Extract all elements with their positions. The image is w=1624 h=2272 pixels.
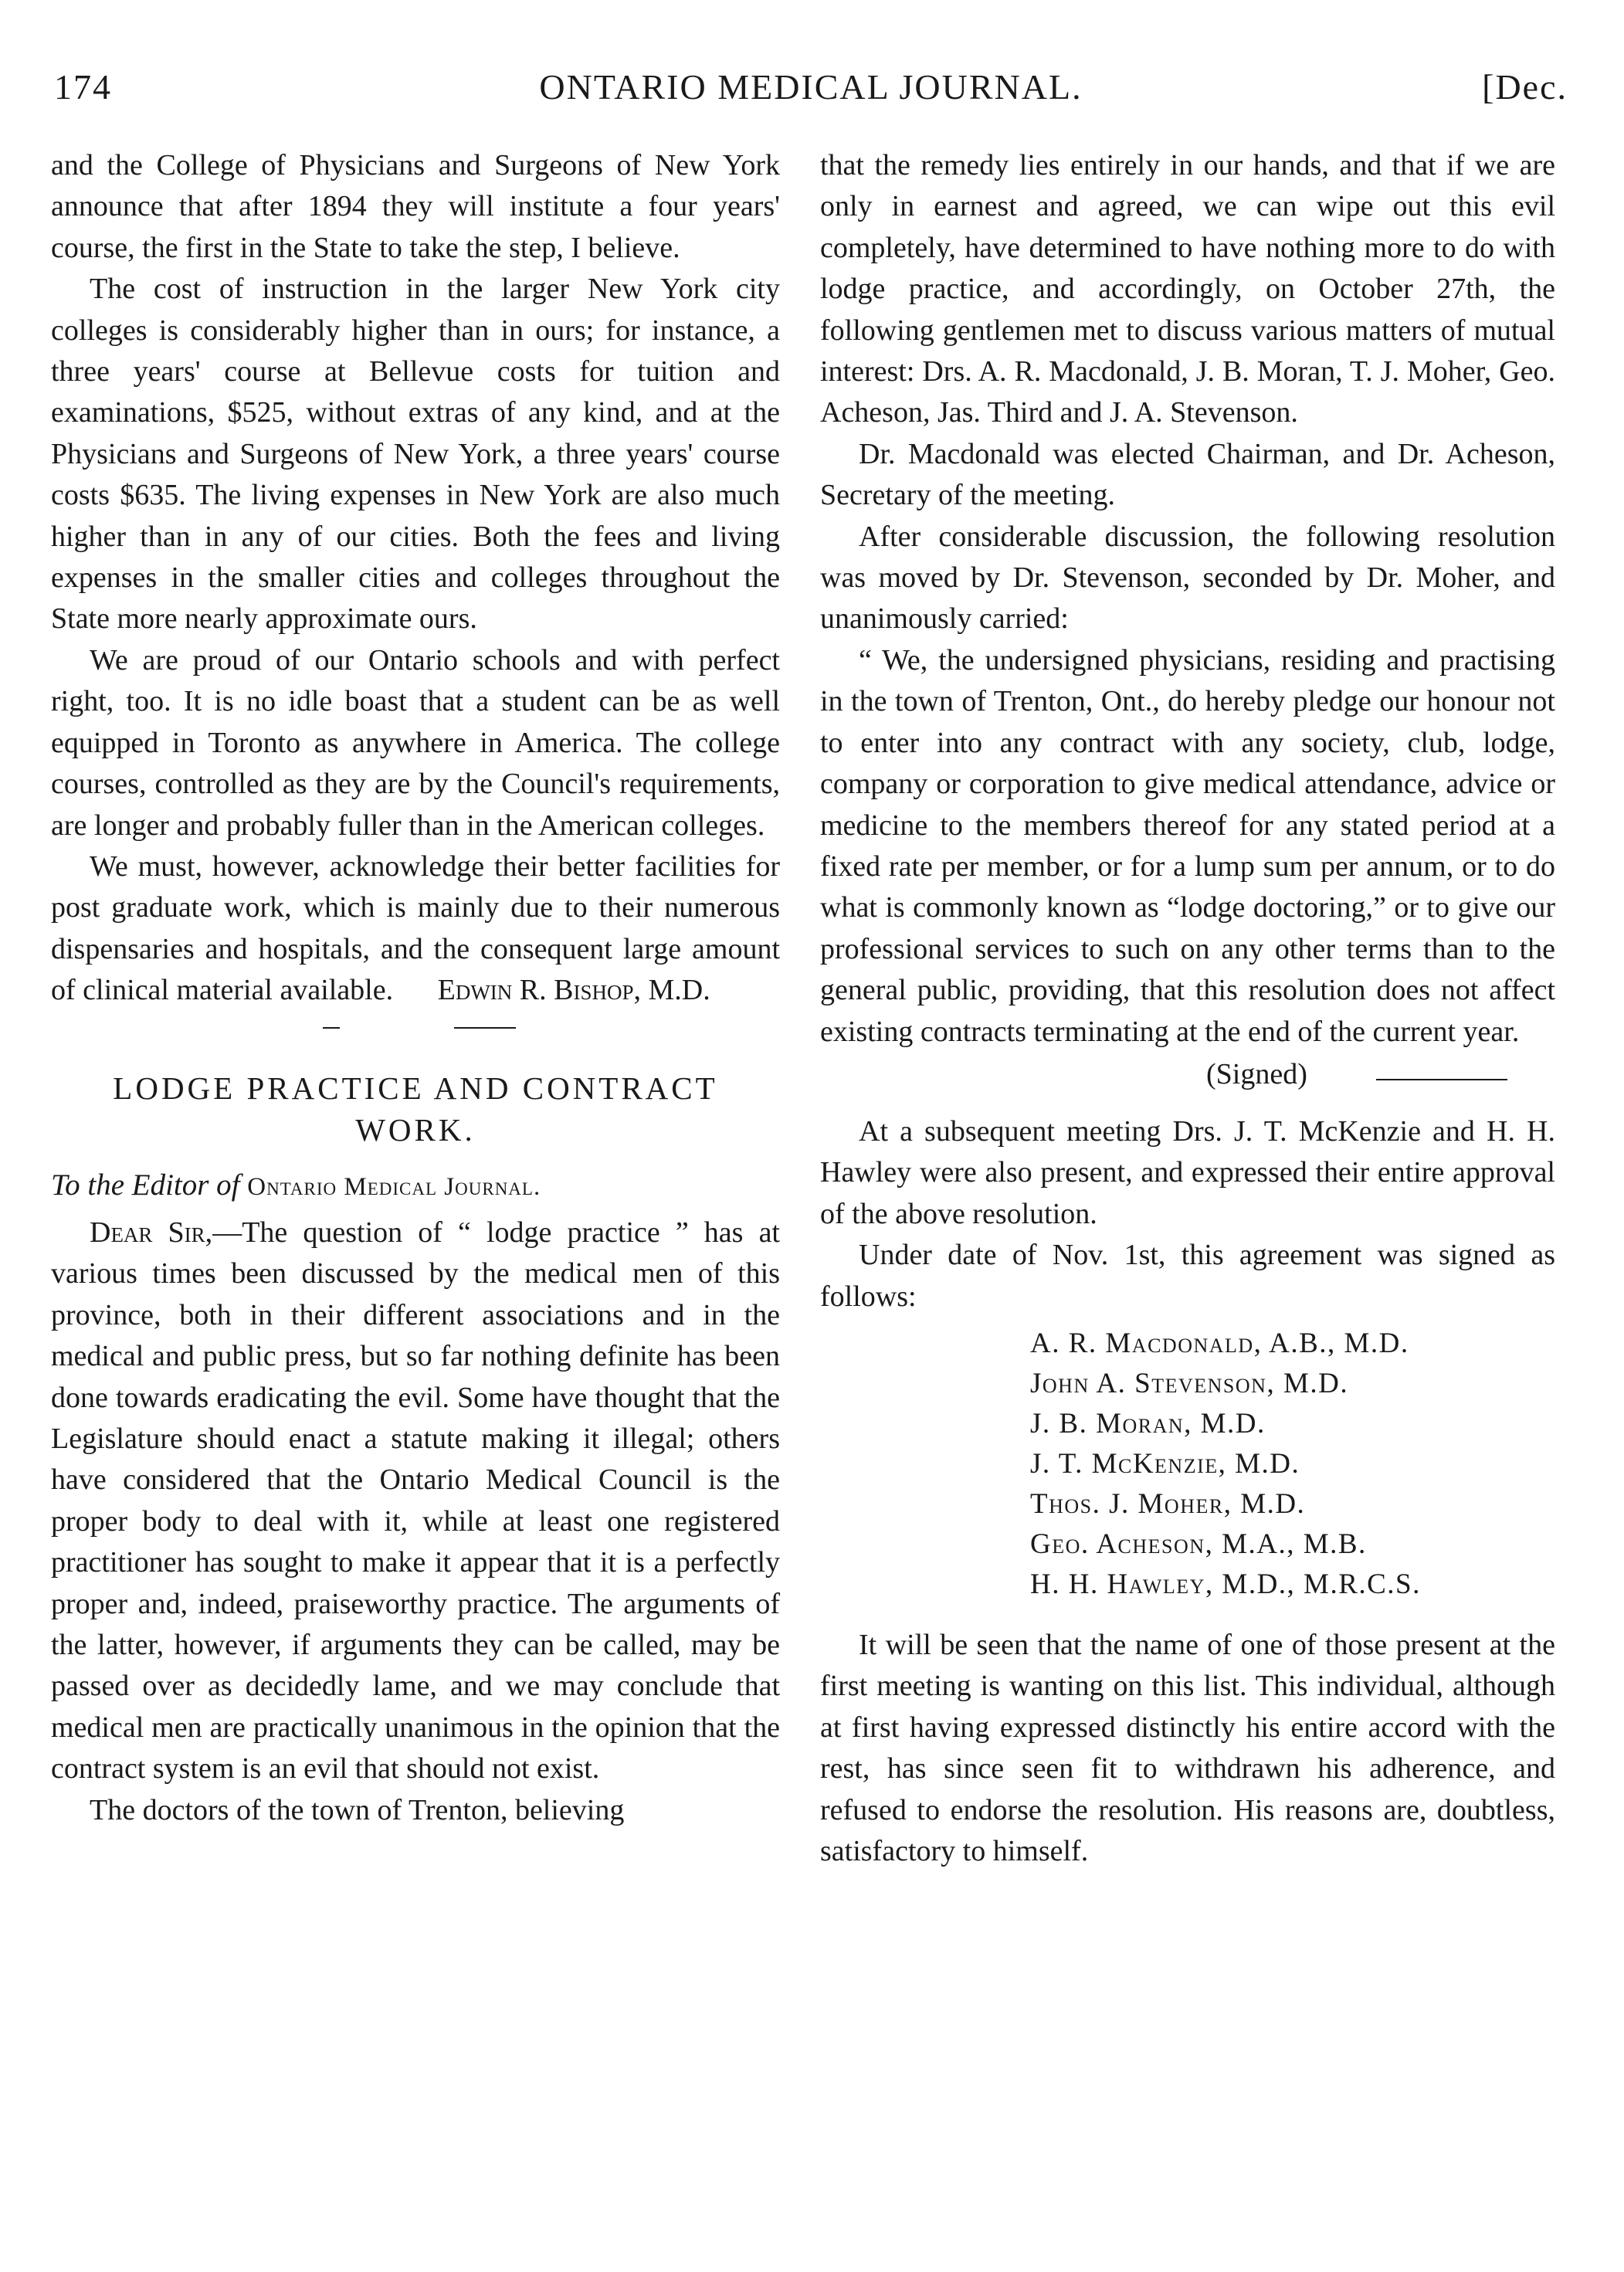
paragraph <box>51 846 780 1012</box>
paragraph: Dr. Macdonald was elected Chairman, and Dr. Acheson, Secretary of the meeting. <box>820 437 1555 512</box>
author-signature: Edwin R. Bishop, M.D. <box>437 974 710 1007</box>
left-column <box>51 145 780 1831</box>
signed-line <box>820 1053 1555 1111</box>
signature-blank <box>1376 1079 1507 1080</box>
paragraph: The doctors of the town of Trenton, believing <box>90 1793 625 1826</box>
right-column <box>820 145 1555 1872</box>
section-heading: LODGE PRACTICE AND CONTRACT WORK. <box>113 1070 718 1148</box>
paragraph: that the remedy lies entirely in our hands, and that if we are only in earnest and agreed, we can wipe out this evil completely, have determined to have nothing more to do with lodge practice, and accordingly, on October 27th, the following gentlemen met to discuss various matters of mutual interest: Drs. A. R. Macdonald, J. B. Moran, T. J. Moher, Geo. Acheson, Jas. Third and J. A. Stevenson. <box>820 149 1555 429</box>
signatory-list <box>820 1324 1555 1605</box>
journal-title: ONTARIO MEDICAL JOURNAL. <box>539 67 1083 107</box>
paragraph: The cost of instruction in the larger New York city colleges is considerably higher than in ours; for instance, a three years' course at Bellevue costs for tuition and examinations, $525, without extras of any kind, and at the Physicians and Surgeons of New York, a three years' course costs $635. The living expenses in New York are also much higher than in any of our cities. Both the fees and living expenses in the smaller cities and colleges throughout the State more nearly approximate ours. <box>51 273 780 636</box>
paragraph-text: We must, however, acknowledge their better facilities for post graduate work, which is mainly due to their numerous dispensaries and hospitals, and the consequent large amount of clinical material available. <box>51 849 780 1007</box>
salutation: Dear Sir, <box>90 1216 213 1249</box>
paragraph: and the College of Physicians and Surgeons of New York announce that after 1894 they will institute a four years' course, the first in the State to take the step, I believe. <box>51 149 780 264</box>
issue-month: [Dec. <box>1482 67 1568 107</box>
signatory: Thos. J. Moher, M.D. <box>1030 1487 1306 1520</box>
paragraph: We are proud of our Ontario schools and with perfect right, too. It is no idle boast that a student can be as well equipped in Toronto as anywhere in America. The college courses, controlled as they are by the Council's requirements, are longer and probably fuller than in the American colleges. <box>51 643 780 842</box>
signatory: J. T. McKenzie, M.D. <box>1030 1447 1300 1480</box>
editor-journal-name: Ontario Medical Journal. <box>247 1172 541 1201</box>
paragraph: Under date of Nov. 1st, this agreement was signed as follows: <box>820 1239 1555 1313</box>
section-divider <box>51 1012 780 1043</box>
paragraph <box>51 1212 780 1790</box>
signatory: John A. Stevenson, M.D. <box>1030 1367 1349 1399</box>
editor-prefix: To the Editor of <box>51 1168 248 1202</box>
paragraph: After considerable discussion, the following resolution was moved by Dr. Stevenson, seconded by Dr. Moher, and unanimously carried: <box>820 520 1555 636</box>
page-number: 174 <box>54 67 112 107</box>
resolution-text: “ We, the undersigned physicians, residing and practising in the town of Trenton, Ont., do hereby pledge our honour not to enter into any contract with any society, club, lodge, company or corporation to give medical attendance, advice or medicine to the members thereof for any stated period at a fixed rate per member, or for a lump sum per annum, or to do what is commonly known as “lodge doctoring,” or to give our professional services to such on any other terms than to the general public, providing, that this resolution does not affect existing contracts terminating at the end of the current year. <box>820 643 1555 1048</box>
signatory: A. R. Macdonald, A.B., M.D. <box>1030 1327 1409 1359</box>
editor-address <box>51 1165 780 1208</box>
paragraph: At a subsequent meeting Drs. J. T. McKenzie and H. H. Hawley were also present, and expressed their entire approval of the above resolution. <box>820 1114 1555 1230</box>
running-header <box>54 66 1568 113</box>
signatory: J. B. Moran, M.D. <box>1030 1407 1266 1439</box>
paragraph: It will be seen that the name of one of those present at the first meeting is wanting on this list. This individual, although at first having expressed distinctly his entire accord with the rest, has since seen fit to withdrawn his adherence, and refused to endorse the resolution. His reasons are, doubtless, satisfactory to himself. <box>820 1628 1555 1867</box>
paragraph-text: —The question of “ lodge practice ” has at various times been discussed by the medical men of this province, both in their different associations and in the medical and public press, but so far nothing definite has been done towards eradicating the evil. Some have thought that the Legislature should enact a statute making it illegal; others have considered that the Ontario Medical Council is the proper body to deal with it, while at least one registered practitioner has sought to make it appear that it is a perfectly proper and, indeed, praiseworthy practice. The arguments of the latter, however, if arguments they can be called, may be passed over as decidedly lame, and we may conclude that medical men are practically unanimous in the opinion that the contract system is an evil that should not exist. <box>51 1216 780 1785</box>
signatory: Geo. Acheson, M.A., M.B. <box>1030 1528 1367 1560</box>
signatory: H. H. Hawley, M.D., M.R.C.S. <box>1030 1568 1421 1600</box>
signed-label: (Signed) <box>1206 1057 1307 1090</box>
